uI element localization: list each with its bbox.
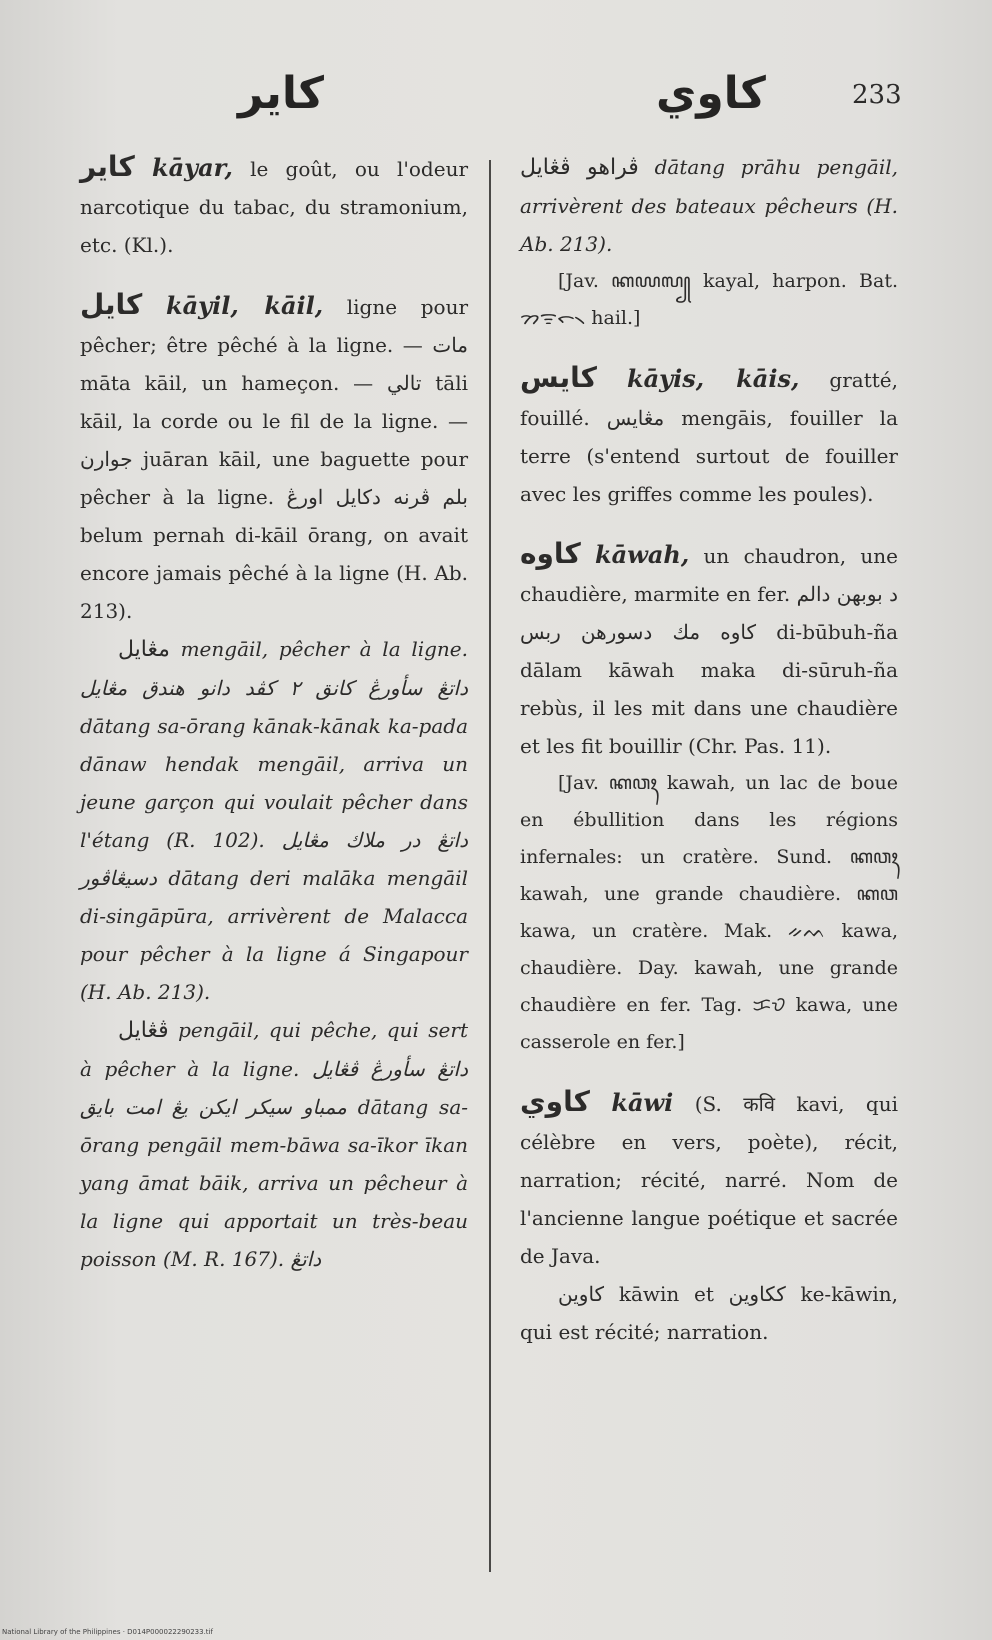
entry-arabic: ڤراهو ڤڠايل	[520, 155, 639, 180]
subentry-pengail	[80, 1011, 468, 1278]
entry-arabic: مڠايل	[118, 637, 170, 662]
entry-kawi	[520, 1083, 898, 1275]
page-number: 233	[852, 80, 902, 110]
entry-kayil	[80, 286, 468, 630]
entry-definition: un chaudron, une chaudière, marmite en fer. د بوبهن دالم كاوه مك دسورهن ربس di-būbuh-ña dālam kāwah maka di-sūruh-ña rebùs, il les mit dans une chaudière et les fit bouillir (Chr. Pas. 11).	[520, 544, 899, 758]
entry-headword: kāwi	[611, 1088, 674, 1117]
subentry-mengail	[80, 630, 468, 1011]
entry-arabic: كايس	[520, 361, 597, 394]
entry-definition: (S. कवि kavi, qui célèbre en vers, poète), récit, narration; récité, narré. Nom de l'ancienne langue poétique et sacrée de Java.	[520, 1092, 898, 1268]
entry-headword: kāyar,	[151, 153, 233, 182]
entry-continuation	[520, 148, 898, 263]
right-column	[520, 148, 898, 1351]
entry-arabic: كاوه	[520, 537, 581, 570]
entry-definition: dātang prāhu pengāil, arrivèrent des bateaux pêcheurs (H. Ab. 213).	[520, 155, 898, 256]
entry-definition: mengāil, pêcher à la ligne. داتڠ سأورڠ كانق ٢ كڤد دانو هندق مڠايل dātang sa-ōrang kānak-kānak ka-pada dānaw hendak mengāil, arriva un jeune garçon qui voulait pêcher dans l'étang (R. 102). داتڠ در ملاك مڠايل دسيڠاڤور dātang deri malāka mengāil di-singāpūra, arrivèrent de Malacca pour pêcher à la ligne á Singapour (H. Ab. 213).	[80, 637, 469, 1004]
cognates-kayil: [Jav. ꦏꦪꦭ꧀ kayal, harpon. Bat. ᯂᯤᯞ᯲ hail.]	[520, 270, 898, 329]
entry-definition: le goût, ou l'odeur narcotique du tabac, du stramonium, etc. (Kl.).	[80, 157, 469, 257]
scan-footer: National Library of the Philippines · D014P000022290233.tif	[2, 1628, 213, 1636]
entry-arabic: كاير	[80, 150, 135, 183]
entry-definition: ligne pour pêcher; être pêché à la ligne. — مات māta kāil, un hameçon. — تالي tāli kāil, la corde ou le fil de la ligne. — جوارن juāran kāil, une baguette pour pêcher à la ligne. بلم ڤرنه دكايل اورڠ belum pernah di-kāil ōrang, on avait encore jamais pêché à la ligne (H. Ab. 213).	[80, 295, 469, 623]
entry-definition: gratté, fouillé. مڠايس mengāis, fouiller la terre (s'entend surtout de fouiller avec les griffes comme les poules).	[520, 368, 898, 506]
entry-arabic: كايل	[80, 288, 143, 321]
column-divider	[489, 160, 491, 1572]
running-head-right: كاوي	[656, 68, 766, 119]
entry-kawah	[520, 535, 898, 765]
left-column	[80, 148, 468, 1278]
entry-headword: kāyis, kāis,	[626, 364, 800, 393]
entry-headword: kāyil, kāil,	[165, 291, 324, 320]
running-head-left: كاير	[238, 68, 325, 119]
cognates-kawah: [Jav. ꦏꦮꦃ kawah, un lac de boue en ébullition dans les régions infernales: un cratère. Sund. ꦏꦮꦃ kawah, une grande chaudière. ꦏꦮ kawa, un cratère. Mak. ᨀᨓ kawa, chaudière. Day. kawah, une grande chaudière en fer. Tag. ᜃᜏ kawa, une casserole en fer.]	[520, 772, 898, 1053]
entry-headword: kāwah,	[595, 540, 690, 569]
subentry-kawin: كاوين kāwin et ككاوين ke-kāwin, qui est récité; narration.	[520, 1282, 898, 1344]
entry-kayis	[520, 359, 898, 513]
entry-arabic: كاوي	[520, 1085, 590, 1118]
entry-arabic: ڤڠايل	[118, 1018, 169, 1043]
entry-kayar	[80, 148, 468, 264]
entry-definition: pengāil, qui pêche, qui sert à pêcher à la ligne. داتڠ سأورڠ ڤڠايل ممباو سيكر ايكن يڠ امت بايق dātang sa-ōrang pengāil mem-bāwa sa-īkor īkan yang āmat bāik, arriva un pêcheur à la ligne qui apportait un très-beau poisson (M. R. 167). داتڠ	[80, 1018, 468, 1271]
